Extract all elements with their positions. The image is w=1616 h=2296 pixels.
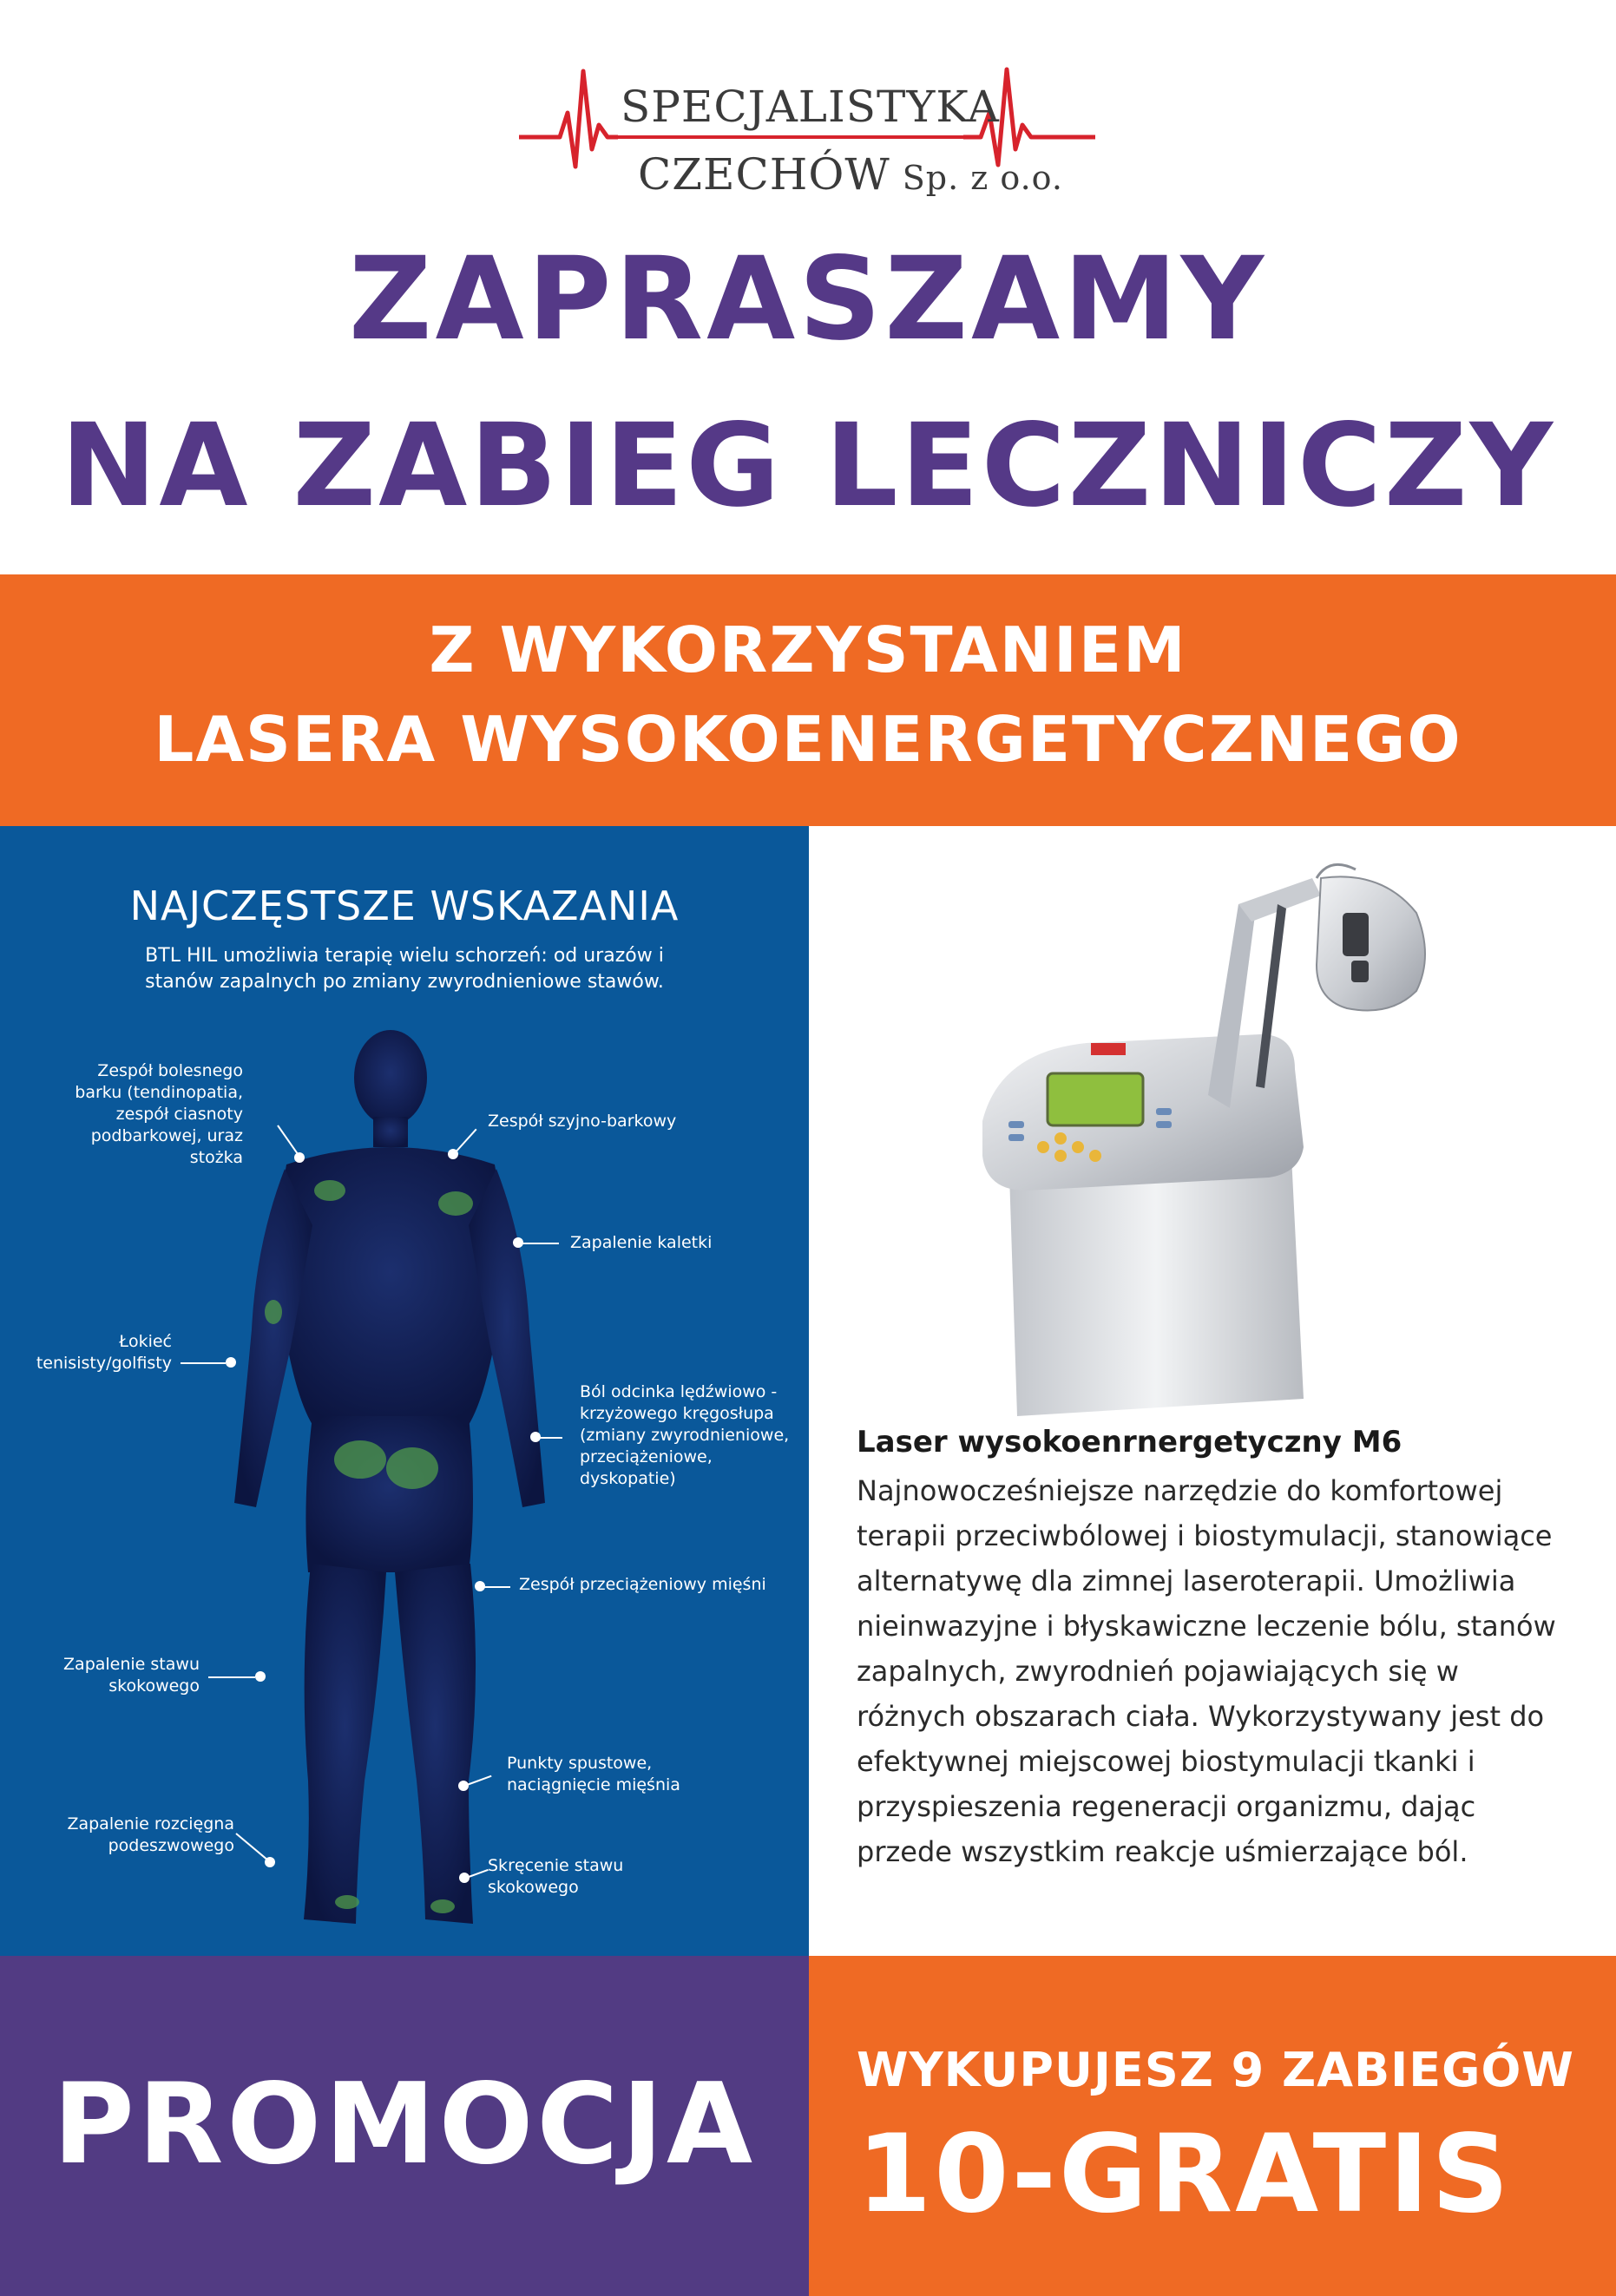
laser-device-image [948, 861, 1503, 1416]
promo-offer-panel [809, 1956, 1616, 2296]
indicator-line [540, 1437, 562, 1439]
indication-label: Skręcenie stawu skokowego [488, 1856, 624, 1897]
product-panel [809, 826, 1616, 1956]
product-title: Laser wysokoenrnergetyczny M6 [857, 1425, 1403, 1460]
indications-subtitle: BTL HIL umożliwia terapię wielu schorzeń: od urazów i stanów zapalnych po zmiany zwyrodnieniowe stawów. [145, 945, 664, 993]
indication-label: Zapalenie kaletki [570, 1233, 713, 1252]
indicator-line [484, 1586, 510, 1588]
indications-title: NAJCZĘSTSZE WSKAZANIA [129, 882, 680, 929]
indicator-dot [459, 1873, 470, 1883]
banner-line1: Z WYKORZYSTANIEM [429, 613, 1187, 686]
indication-label: Ból odcinka lędźwiowo - krzyżowego kręgosłupa (zmiany zwyrodnieniowe, przeciążeniowe, dyskopatie) [580, 1382, 790, 1488]
indications-panel [0, 826, 809, 1956]
indication-label: Punkty spustowe, naciągnięcie mięśnia [507, 1754, 680, 1794]
company-logo [512, 52, 1102, 208]
logo-name-line1: SPECJALISTYKA [621, 82, 1000, 132]
indication-label: Zapalenie stawu skokowego [63, 1655, 200, 1696]
indication-label: Zespół szyjno-barkowy [488, 1112, 677, 1131]
indication-label: Zapalenie rozcięgna podeszwowego [67, 1814, 234, 1855]
promo-offer-line2: 10-GRATIS [857, 2112, 1512, 2237]
logo-name-line2 [638, 149, 1063, 200]
indicator-line [208, 1676, 255, 1678]
indicator-line [181, 1362, 226, 1364]
headline-line1: ZAPRASZAMY [348, 233, 1268, 366]
indicator-dot [458, 1781, 469, 1791]
indicator-dot [255, 1671, 266, 1682]
banner-line2: LASERA WYSOKOENERGETYCZNEGO [154, 703, 1462, 776]
headline-line2: NA ZABIEG LECZNICZY [60, 399, 1556, 533]
promo-label: PROMOCJA [53, 2060, 756, 2189]
indication-label: Łokieć tenisisty/golfisty [36, 1332, 172, 1373]
logo-name-city: CZECHÓW [638, 149, 890, 200]
indicator-line [522, 1243, 559, 1244]
promo-offer-line1: WYKUPUJESZ 9 ZABIEGÓW [857, 2043, 1574, 2097]
promo-label-panel [0, 1956, 809, 2296]
indication-label: Zespół przeciążeniowy mięśni [519, 1575, 766, 1594]
human-body-figure [208, 1017, 573, 1954]
indicator-dot [226, 1357, 236, 1368]
logo-company-suffix: Sp. z o.o. [902, 159, 1063, 197]
indication-label: Zespół bolesnego barku (tendinopatia, zespół ciasnoty podbarkowej, uraz stożka [75, 1061, 243, 1167]
treatment-banner [0, 574, 1616, 826]
product-description: Najnowocześniejsze narzędzie do komfortowej terapii przeciwbólowej i biostymulacji, stanowiące alternatywę dla zimnej laseroterapii. Umożliwia nieinwazyjne i błyskawiczne leczenie bólu, stanów zapalnych, zwyrodnień pojawiających się w różnych obszarach ciała. Wykorzystywany jest do efektywnej miejscowej biostymulacji tkanki i przyspieszenia regeneracji organizmu, dając przede wszystkim reakcje uśmierzające ból. [857, 1474, 1556, 1868]
